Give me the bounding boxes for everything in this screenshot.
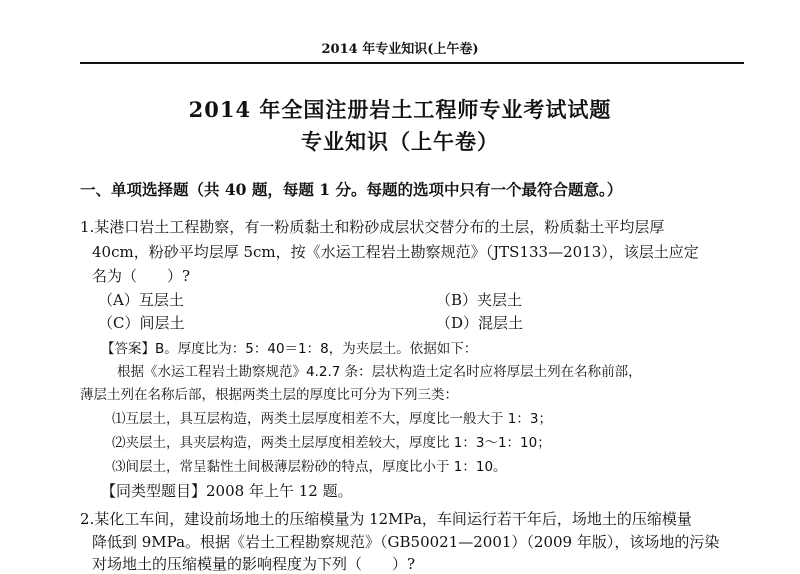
question-1-line-3: 名为（ ）? — [92, 267, 191, 285]
document-title: 2014 年全国注册岩土工程师专业考试试题 — [188, 97, 612, 122]
question-2-line-3: 对场地土的压缩模量的影响程度为下列（ ）? — [92, 555, 416, 573]
answer-line: 【答案】B。厚度比为：5：40＝1：8，为夹层土。依据如下： — [101, 341, 478, 357]
section-heading: 一、单项选择题（共 40 题，每题 1 分。每题的选项中只有一个最符合题意。） — [80, 180, 623, 199]
option-c: （C）间层土 — [98, 314, 185, 332]
question-1-line-2: 40cm，粉砂平均层厚 5cm，按《水运工程岩土勘察规范》（JTS133—2013），该层土应定 — [92, 243, 699, 261]
similar-questions-note: 【同类型题目】2008 年上午 12 题。 — [101, 482, 353, 500]
basis-item-3: ⑶间层土，常呈黏性土间极薄层粉砂的特点，厚度比小于 1：10。 — [112, 459, 507, 475]
question-2-line-1: 2.某化工车间，建设前场地土的压缩模量为 12MPa，车间运行若干年后，场地土的压缩模量 — [80, 510, 692, 528]
option-d: （D）混层土 — [436, 314, 524, 332]
basis-item-2: ⑵夹层土，具夹层构造，两类土层厚度相差较大，厚度比 1：3～1：10； — [112, 435, 551, 451]
document-subtitle: 专业知识（上午卷） — [301, 129, 499, 154]
question-1-line-1: 1.某港口岩土工程勘察，有一粉质黏土和粉砂成层状交替分布的土层，粉质黏土平均层厚 — [80, 218, 665, 236]
header-divider — [80, 62, 744, 64]
basis-item-1: ⑴互层土，具互层构造，两类土层厚度相差不大，厚度比一般大于 1：3； — [112, 411, 552, 427]
basis-line-1: 根据《水运工程岩土勘察规范》4.2.7 条：层状构造土定名时应将厚层土列在名称前部， — [117, 364, 642, 380]
basis-line-2: 薄层土列在名称后部，根据两类土层的厚度比可分为下列三类： — [80, 387, 458, 403]
option-b: （B）夹层土 — [436, 291, 523, 309]
option-a: （A）互层土 — [98, 291, 184, 309]
running-header: 2014 年专业知识(上午卷) — [321, 42, 479, 57]
question-2-line-2: 降低到 9MPa。根据《岩土工程勘察规范》（GB50021—2001）（2009 年版），该场地的污染 — [92, 533, 720, 551]
